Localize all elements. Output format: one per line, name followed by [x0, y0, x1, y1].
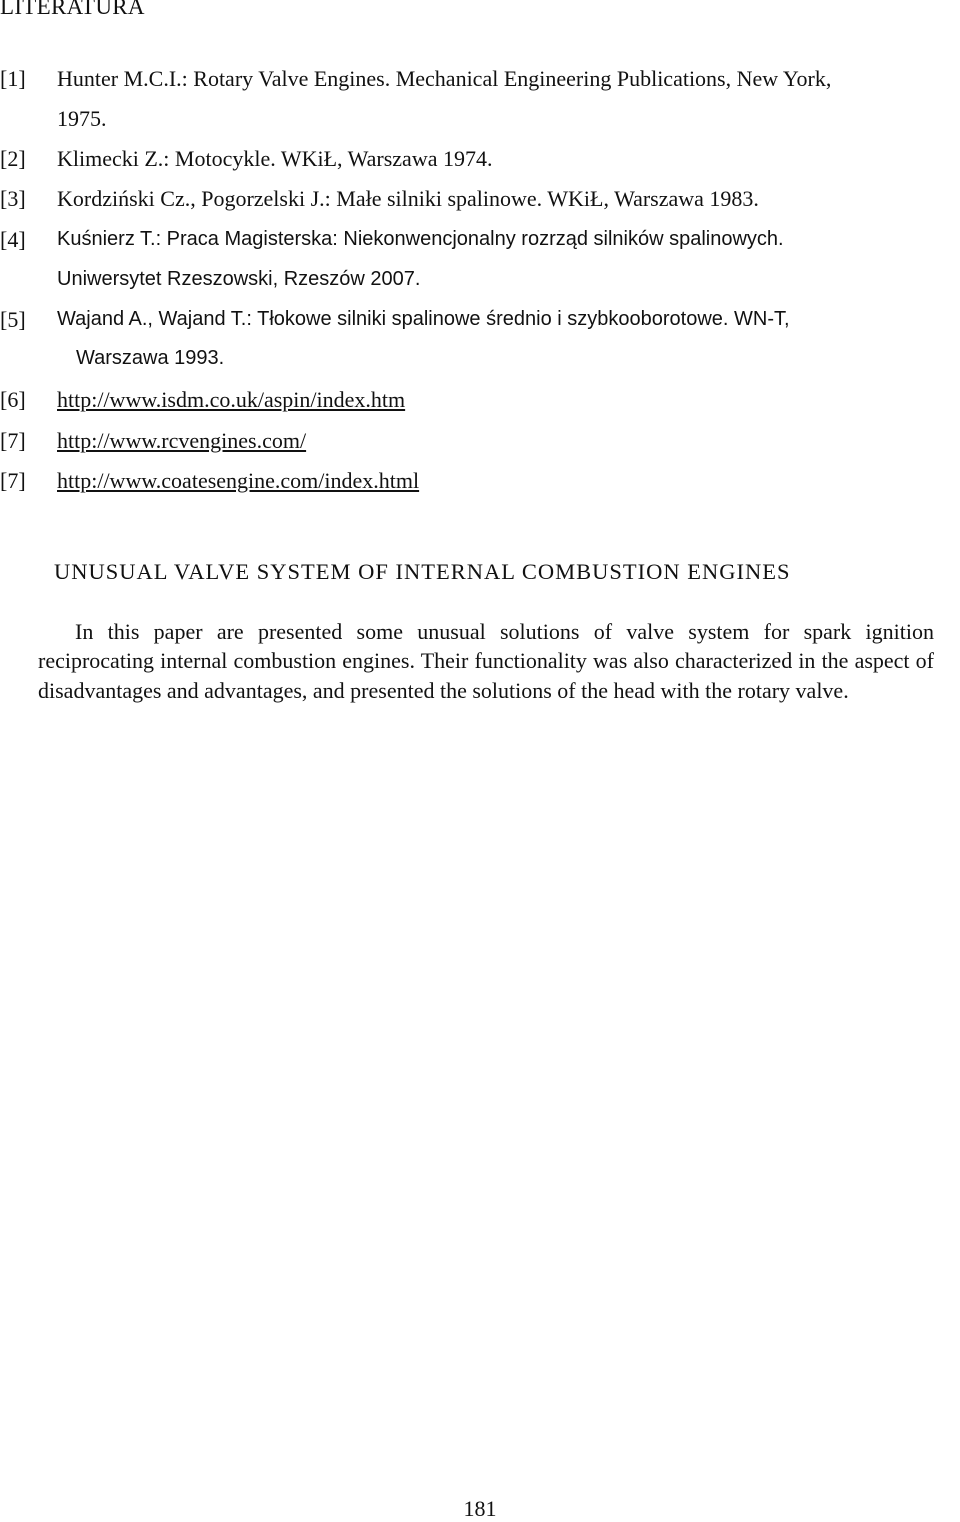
reference-number: [5]	[0, 307, 26, 332]
abstract-title: UNUSUAL VALVE SYSTEM OF INTERNAL COMBUSTION ENGINES	[54, 559, 791, 584]
reference-number: [3]	[0, 186, 26, 211]
reference-link[interactable]: http://www.isdm.co.uk/aspin/index.htm	[57, 387, 406, 412]
reference-link[interactable]: http://www.coatesengine.com/index.html	[57, 468, 420, 493]
reference-number: [7]	[0, 428, 26, 453]
reference-number: [6]	[0, 387, 26, 412]
reference-text-continued: Uniwersytet Rzeszowski, Rzeszów 2007.	[57, 268, 421, 290]
reference-text: Wajand A., Wajand T.: Tłokowe silniki spalinowe średnio i szybkooborotowe. WN-T,	[57, 308, 790, 330]
reference-link[interactable]: http://www.rcvengines.com/	[57, 428, 307, 453]
reference-number: [4]	[0, 227, 26, 252]
reference-text: Klimecki Z.: Motocykle. WKiŁ, Warszawa 1974.	[57, 146, 493, 171]
reference-text: Kordziński Cz., Pogorzelski J.: Małe silniki spalinowe. WKiŁ, Warszawa 1983.	[57, 186, 759, 211]
reference-text: Hunter M.C.I.: Rotary Valve Engines. Mechanical Engineering Publications, New York,	[57, 66, 832, 91]
reference-number: [1]	[0, 66, 26, 91]
reference-text-continued: 1975.	[57, 106, 107, 131]
abstract-body: In this paper are presented some unusual solutions of valve system for spark ignition reciprocating internal combustion engines. Their functionality was also characterized in the aspect of disadvantages and advantages, and presented the solutions of the head with the rotary valve.	[38, 619, 934, 703]
reference-number: [7]	[0, 468, 26, 493]
reference-text: Kuśnierz T.: Praca Magisterska: Niekonwencjonalny rozrząd silników spalinowych.	[57, 228, 784, 250]
page-number: 181	[463, 1496, 497, 1521]
reference-number: [2]	[0, 146, 26, 171]
references-heading: LITERATURA	[0, 0, 145, 19]
reference-text-continued: Warszawa 1993.	[76, 347, 225, 369]
